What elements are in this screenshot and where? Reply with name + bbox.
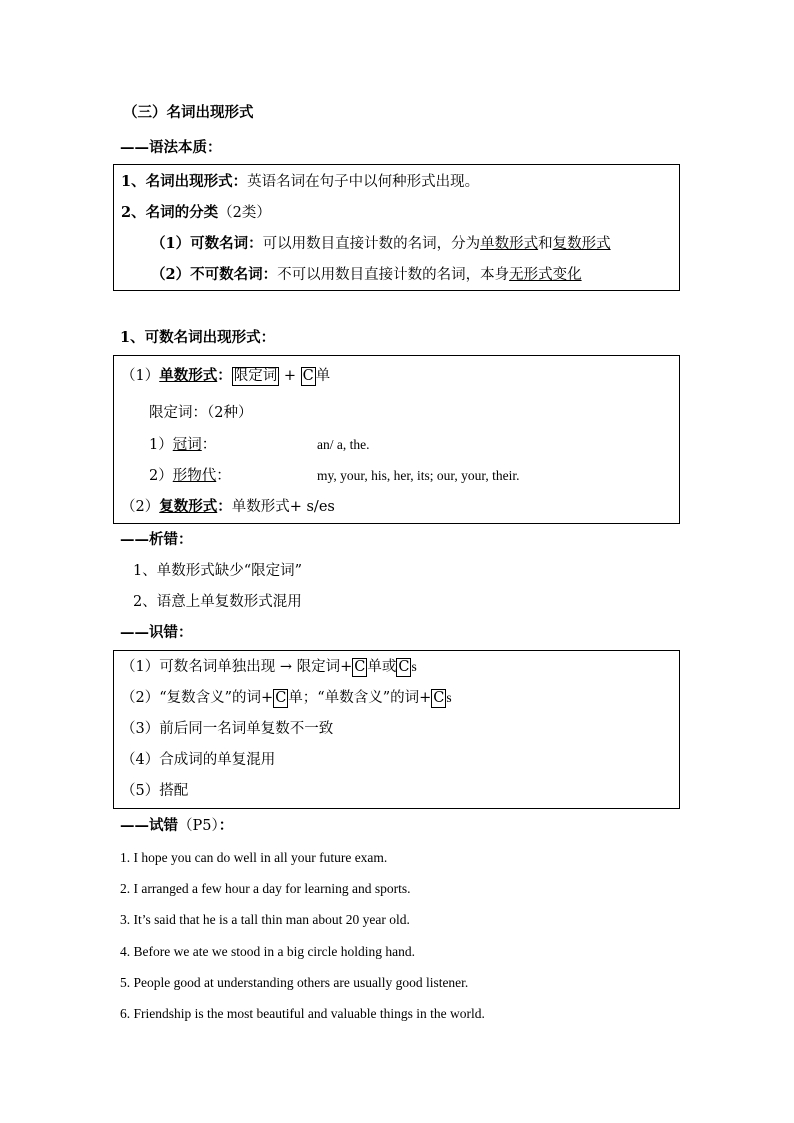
c-boxed-3: C <box>275 690 287 706</box>
practice-label-text: ——试错 <box>120 817 178 834</box>
singular-colon: ： <box>217 367 232 384</box>
article-values: an/ a, the. <box>317 437 370 452</box>
noun-definition-box <box>113 164 680 291</box>
possessive-term: 形物代 <box>172 468 217 484</box>
classification-count: （2类） <box>218 205 271 221</box>
practice-sentence-5: 5. People good at understanding others are usually good listener. <box>120 975 469 990</box>
section-title: （三）名词出现形式 <box>123 104 254 121</box>
c-boxed-1: C <box>354 659 366 675</box>
possessive-line <box>149 466 231 486</box>
practice-page-ref: （P5） <box>178 818 219 834</box>
no-form-change-underlined: 无形式变化 <box>509 267 582 283</box>
definition-line-1 <box>121 172 479 192</box>
practice-sentence-1: 1. I hope you can do well in all your future exam. <box>120 850 388 865</box>
possessive-values: my, your, his, her, its; our, your, their. <box>317 468 520 483</box>
identify-line-5: （5）搭配 <box>121 783 189 799</box>
article-line <box>149 435 216 455</box>
identify-line-1-mid: 单或 <box>367 659 397 675</box>
singular-form-underlined: 单数形式 <box>480 236 539 252</box>
identify-line-2-mid: 单；“单数含义”的词+ <box>288 690 432 706</box>
classification-term: 2、名词的分类 <box>121 204 219 221</box>
singular-tail: 单 <box>315 368 331 384</box>
identify-line-4: （4）合成词的单复混用 <box>121 752 276 768</box>
plural-form-term: 复数形式 <box>159 498 218 515</box>
countable-definition-line <box>151 234 611 254</box>
uncountable-definition-line <box>151 265 582 285</box>
countable-term: （1）可数名词： <box>151 235 263 252</box>
c-boxed-4: C <box>433 690 445 706</box>
identify-line-1-text: （1）可数名词单独出现 → 限定词+ <box>121 659 353 675</box>
singular-form-term: 单数形式 <box>159 367 218 384</box>
identify-line-2 <box>121 688 452 708</box>
c-boxed: C <box>302 368 314 384</box>
possessive-colon: ： <box>216 468 231 484</box>
determiner-boxed: 限定词 <box>233 368 278 384</box>
definition-text: 英语名词在句子中以何种形式出现。 <box>247 174 480 190</box>
singular-prefix: （1） <box>121 368 160 384</box>
countable-text: 可以用数目直接计数的名词，分为 <box>262 236 481 252</box>
plural-prefix: （2） <box>121 499 160 515</box>
uncountable-text: 不可以用数目直接计数的名词，本身 <box>277 267 510 283</box>
plural-form-line <box>121 497 335 517</box>
practice-colon: ： <box>218 817 234 834</box>
practice-sentence-6: 6. Friendship is the most beautiful and valuable things in the world. <box>120 1006 485 1021</box>
countable-forms-title: 1、可数名词出现形式： <box>120 329 276 346</box>
practice-sentence-2: 2. I arranged a few hour a day for learning and sports. <box>120 881 411 896</box>
article-label: 1） <box>149 437 173 453</box>
plus-sign: + <box>279 368 296 384</box>
identify-line-3: （3）前后同一名词单复数不一致 <box>121 721 334 737</box>
article-term: 冠词 <box>172 437 202 453</box>
practice-sentence-3: 3. It’s said that he is a tall thin man about 20 year old. <box>120 912 410 927</box>
identify-line-2-text: （2）“复数含义”的词+ <box>121 690 274 706</box>
analysis-item-2: 2、语意上单复数形式混用 <box>133 594 302 610</box>
plural-colon: ： <box>217 498 232 515</box>
practice-sentence-4: 4. Before we ate we stood in a big circle holding hand. <box>120 944 416 959</box>
analysis-label: ——析错： <box>120 531 193 548</box>
identify-errors-box <box>113 650 680 809</box>
grammar-essence-label: ——语法本质： <box>120 139 222 156</box>
possessive-label: 2） <box>149 468 173 484</box>
identify-line-2-s: s <box>446 690 452 705</box>
determiner-types-line: 限定词：（2种） <box>149 405 253 421</box>
countable-forms-box <box>113 355 680 524</box>
plural-form-text: 单数形式+ s/es <box>231 499 335 515</box>
article-colon: ： <box>201 437 217 453</box>
identify-line-1 <box>121 657 417 677</box>
singular-form-line <box>121 366 330 386</box>
c-boxed-2: C <box>398 659 410 675</box>
uncountable-term: （2）不可数名词： <box>151 266 278 283</box>
definition-term: 1、名词出现形式： <box>121 173 248 190</box>
identify-line-1-s: s <box>411 659 417 674</box>
identify-label: ——识错： <box>120 624 193 641</box>
practice-label <box>120 816 233 836</box>
and-text: 和 <box>538 236 553 252</box>
classification-line <box>121 203 271 223</box>
plural-form-underlined: 复数形式 <box>552 236 611 252</box>
analysis-item-1: 1、单数形式缺少“限定词” <box>133 563 303 579</box>
